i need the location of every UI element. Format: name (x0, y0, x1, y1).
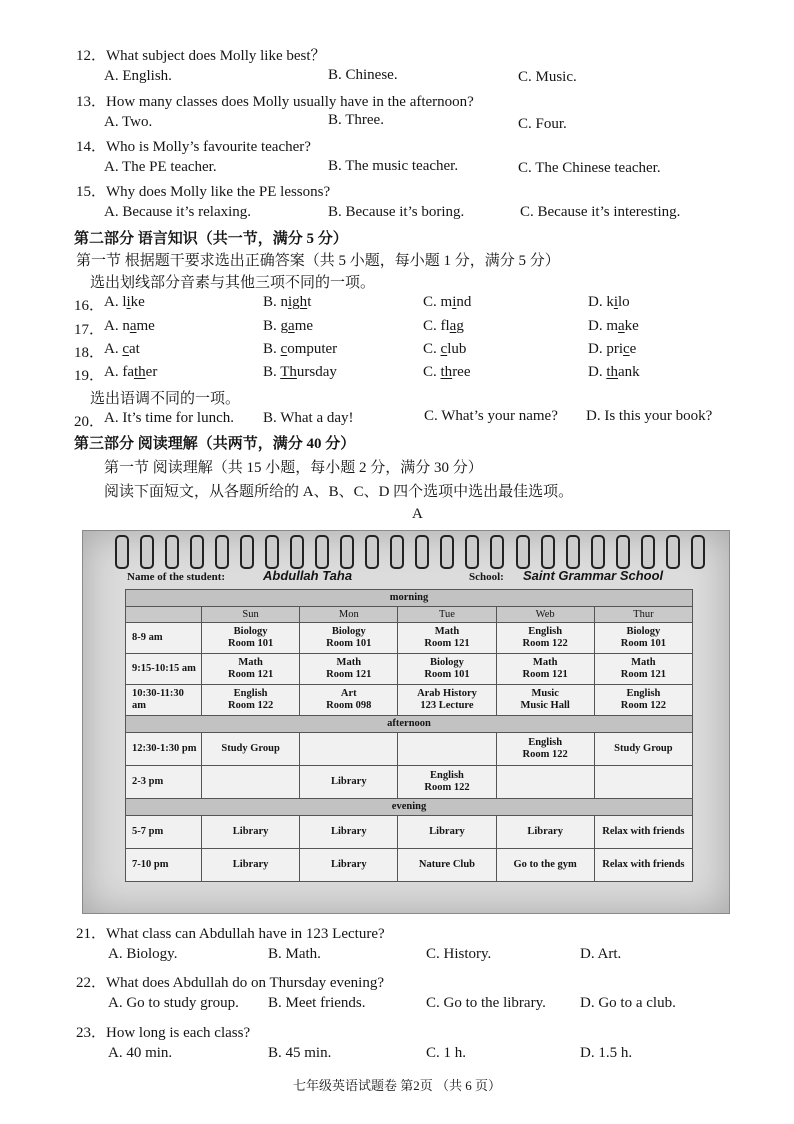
class-cell (594, 733, 692, 766)
band-row (126, 590, 693, 607)
class-subject: Math (532, 657, 558, 668)
class-cell (496, 685, 594, 716)
class-cell (202, 654, 300, 685)
class-subject: English (233, 688, 268, 699)
part2-subsection: 第一节 根据题干要求选出正确答案（共 5 小题，每小题 1 分，满分 5 分） (76, 253, 560, 269)
q21-option-b[interactable]: B. Math. (268, 946, 321, 962)
question-number: 19． (74, 368, 105, 384)
class-subject: English (528, 737, 563, 748)
class-room: Room 101 (620, 638, 666, 649)
schedule-row (126, 733, 693, 766)
class-subject: Study Group (221, 743, 280, 754)
class-cell (202, 623, 300, 654)
phonics-option[interactable]: B. night (263, 294, 312, 310)
q21-option-a[interactable]: A. Biology. (108, 946, 178, 962)
q22-option-b[interactable]: B. Meet friends. (268, 995, 366, 1011)
activity-cell: Relax with friends (594, 816, 692, 849)
question-23: 23．How long is each class? (76, 1025, 251, 1041)
class-cell (300, 766, 398, 799)
question-number: 16． (74, 298, 105, 314)
class-cell (594, 654, 692, 685)
time-cell: 10:30-11:30 am (126, 685, 202, 716)
class-room: Room 121 (424, 638, 470, 649)
activity-cell: Relax with friends (594, 849, 692, 882)
class-subject: English (430, 770, 464, 781)
class-room: Room 122 (424, 782, 470, 793)
class-room: Room 121 (326, 669, 372, 680)
spiral-ring (440, 535, 454, 569)
day-header: Sun (202, 607, 300, 623)
class-room: Room 101 (326, 638, 372, 649)
spiral-ring (591, 535, 605, 569)
spiral-ring (365, 535, 379, 569)
class-subject: Arab History (417, 688, 477, 699)
activity-cell: Library (300, 849, 398, 882)
class-room: Room 122 (620, 700, 666, 711)
class-cell (496, 733, 594, 766)
q22-option-c[interactable]: C. Go to the library. (426, 995, 546, 1011)
q20-option-d[interactable]: D. Is this your book? (586, 408, 713, 424)
class-subject: Biology (430, 657, 464, 668)
q14-option-a[interactable]: A. The PE teacher. (104, 159, 217, 175)
spiral-ring (490, 535, 504, 569)
class-subject: English (626, 688, 661, 699)
class-room: Room 121 (522, 669, 568, 680)
class-room: Room 101 (424, 669, 470, 680)
activity-cell: Library (202, 849, 300, 882)
spiral-ring (415, 535, 429, 569)
q20-number: 20． (74, 414, 105, 430)
q22-option-a[interactable]: A. Go to study group. (108, 995, 239, 1011)
class-cell (496, 766, 594, 799)
spiral-ring (465, 535, 479, 569)
question-14: 14．Who is Molly’s favourite teacher? (76, 139, 311, 155)
q23-option-a[interactable]: A. 40 min. (108, 1045, 173, 1061)
class-cell (496, 623, 594, 654)
passage-label: A (412, 506, 423, 522)
spiral-ring (616, 535, 630, 569)
spiral-ring (215, 535, 229, 569)
class-subject: Art (340, 688, 357, 699)
time-cell: 12:30-1:30 pm (126, 733, 202, 766)
class-cell (594, 685, 692, 716)
class-cell (202, 766, 300, 799)
phonics-option[interactable]: B. computer (263, 341, 338, 357)
day-header: Web (496, 607, 594, 623)
band-row (126, 716, 693, 733)
time-cell: 2-3 pm (126, 766, 202, 799)
activity-cell: Library (202, 816, 300, 849)
page-footer: 七年级英语试题卷 第2页 （共 6 页） (292, 1078, 501, 1093)
class-room: Room 121 (620, 669, 666, 680)
activity-cell: Library (300, 816, 398, 849)
class-cell (594, 766, 692, 799)
question-13: 13．How many classes does Molly usually have in the afternoon? (76, 94, 474, 110)
class-subject: Biology (331, 626, 366, 637)
class-subject: Math (434, 626, 460, 637)
class-room: Music Hall (520, 700, 570, 711)
phonics-option[interactable]: B. game (263, 318, 314, 334)
question-15: 15．Why does Molly like the PE lessons? (76, 184, 331, 200)
class-cell (496, 654, 594, 685)
class-subject: Biology (233, 626, 268, 637)
class-cell (300, 654, 398, 685)
class-cell (398, 733, 496, 766)
part3-instruction: 阅读下面短文，从各题所给的 A、B、C、D 四个选项中选出最佳选项。 (104, 484, 574, 500)
spiral-binding (115, 535, 705, 571)
schedule-row (126, 623, 693, 654)
q13-option-b[interactable]: B. Three. (328, 112, 384, 128)
class-room: Room 101 (227, 638, 274, 649)
phonics-option[interactable]: A. name (104, 318, 155, 334)
band-evening: evening (126, 799, 693, 816)
class-subject: Study Group (614, 743, 673, 754)
band-afternoon: afternoon (126, 716, 693, 733)
q15-option-c[interactable]: C. Because it’s interesting. (520, 204, 681, 220)
spiral-ring (390, 535, 404, 569)
q23-option-c[interactable]: C. 1 h. (426, 1045, 467, 1061)
spiral-ring (541, 535, 555, 569)
part3-subsection: 第一节 阅读理解（共 15 小题，每小题 2 分，满分 30 分） (104, 460, 483, 476)
class-cell (398, 654, 496, 685)
class-cell (398, 685, 496, 716)
part2-instruction: 选出划线部分音素与其他三项不同的一项。 (90, 275, 376, 291)
activity-cell: Library (398, 816, 496, 849)
band-row (126, 799, 693, 816)
time-cell: 8-9 am (126, 623, 202, 654)
question-22: 22．What does Abdullah do on Thursday evening? (76, 975, 384, 991)
day-header: Thur (594, 607, 692, 623)
class-room: Room 122 (522, 638, 568, 649)
class-cell (594, 623, 692, 654)
q23-option-b[interactable]: B. 45 min. (268, 1045, 332, 1061)
class-schedule-image (82, 530, 730, 914)
schedule-table (125, 589, 693, 882)
q21-option-d[interactable]: D. Art. (580, 946, 622, 962)
time-cell: 5-7 pm (126, 816, 202, 849)
corner-cell (126, 607, 202, 623)
day-header-row (126, 607, 693, 623)
class-cell (300, 685, 398, 716)
q12-option-b[interactable]: B. Chinese. (328, 67, 398, 83)
class-subject: Math (238, 657, 263, 668)
q15-option-a[interactable]: A. Because it’s relaxing. (104, 204, 252, 220)
phonics-option[interactable]: D. price (588, 341, 637, 357)
phonics-option[interactable]: B. Thursday (263, 364, 337, 380)
spiral-ring (566, 535, 580, 569)
question-number: 17． (74, 322, 105, 338)
class-subject: English (528, 626, 563, 637)
student-name-label: Name of the student: (127, 571, 226, 583)
q22-option-d[interactable]: D. Go to a club. (580, 995, 676, 1011)
spiral-ring (691, 535, 705, 569)
class-subject: Math (336, 657, 362, 668)
q20-option-c[interactable]: C. What’s your name? (424, 408, 558, 424)
school-name: Saint Grammar School (523, 568, 664, 583)
day-header: Tue (398, 607, 496, 623)
spiral-ring (666, 535, 680, 569)
question-number: 18． (74, 345, 105, 361)
class-subject: Biology (626, 626, 661, 637)
q14-option-c[interactable]: C. The Chinese teacher. (518, 160, 661, 176)
phonics-option[interactable]: A. like (104, 294, 145, 310)
question-12: 12．What subject does Molly like best？ (76, 48, 326, 64)
time-cell: 7-10 pm (126, 849, 202, 882)
phonics-option[interactable]: D. make (588, 318, 639, 334)
spiral-ring (641, 535, 655, 569)
class-cell (398, 623, 496, 654)
spiral-ring (190, 535, 204, 569)
question-21: 21．What class can Abdullah have in 123 Lecture? (76, 926, 385, 942)
class-room: Room 122 (227, 700, 274, 711)
schedule-row (126, 816, 693, 849)
phonics-option[interactable]: D. kilo (588, 294, 630, 310)
schedule-row (126, 849, 693, 882)
class-room: Room 122 (522, 749, 568, 760)
q21-option-c[interactable]: C. History. (426, 946, 492, 962)
phonics-option[interactable]: C. flag (423, 318, 464, 334)
q20-option-a[interactable]: A. It’s time for lunch. (104, 410, 234, 426)
time-cell: 9:15-10:15 am (126, 654, 202, 685)
schedule-row (126, 654, 693, 685)
class-cell (300, 733, 398, 766)
day-header: Mon (300, 607, 398, 623)
class-subject: Music (531, 688, 559, 699)
q13-option-a[interactable]: A. Two. (104, 114, 153, 130)
spiral-ring (315, 535, 329, 569)
activity-cell: Nature Club (398, 849, 496, 882)
phonics-option[interactable]: A. father (104, 364, 158, 380)
part2-title: 第二部分 语言知识（共一节，满分 5 分） (74, 231, 348, 247)
class-cell (398, 766, 496, 799)
class-cell (202, 685, 300, 716)
q13-option-c[interactable]: C. Four. (518, 116, 567, 132)
class-room: Room 121 (227, 669, 274, 680)
part2-instruction-intonation: 选出语调不同的一项。 (90, 391, 241, 407)
spiral-ring (165, 535, 179, 569)
schedule-header (127, 569, 707, 589)
class-room: Room 098 (326, 700, 372, 711)
q12-option-c[interactable]: C. Music. (518, 69, 577, 85)
q15-option-b[interactable]: B. Because it’s boring. (328, 204, 465, 220)
spiral-ring (115, 535, 129, 569)
schedule-row (126, 766, 693, 799)
spiral-ring (240, 535, 254, 569)
phonics-option[interactable]: C. three (423, 364, 471, 380)
schedule-row (126, 685, 693, 716)
spiral-ring (516, 535, 530, 569)
phonics-option[interactable]: A. cat (104, 341, 140, 357)
q14-option-b[interactable]: B. The music teacher. (328, 158, 459, 174)
q20-option-b[interactable]: B. What a day! (263, 410, 354, 426)
phonics-option[interactable]: C. mind (423, 294, 472, 310)
q23-option-d[interactable]: D. 1.5 h. (580, 1045, 633, 1061)
school-label: School: (469, 571, 504, 583)
phonics-option[interactable]: C. club (423, 341, 467, 357)
class-subject: Math (631, 657, 656, 668)
spiral-ring (265, 535, 279, 569)
student-name: Abdullah Taha (263, 568, 353, 583)
class-cell (202, 733, 300, 766)
spiral-ring (290, 535, 304, 569)
spiral-ring (340, 535, 354, 569)
class-cell (300, 623, 398, 654)
part3-title: 第三部分 阅读理解（共两节，满分 40 分） (74, 436, 356, 452)
activity-cell: Go to the gym (496, 849, 594, 882)
spiral-ring (140, 535, 154, 569)
band-morning: morning (126, 590, 693, 607)
class-room: 123 Lecture (420, 700, 474, 711)
activity-cell: Library (496, 816, 594, 849)
class-subject: Library (330, 776, 367, 787)
q12-option-a[interactable]: A. English. (104, 68, 172, 84)
phonics-option[interactable]: D. thank (588, 364, 640, 380)
